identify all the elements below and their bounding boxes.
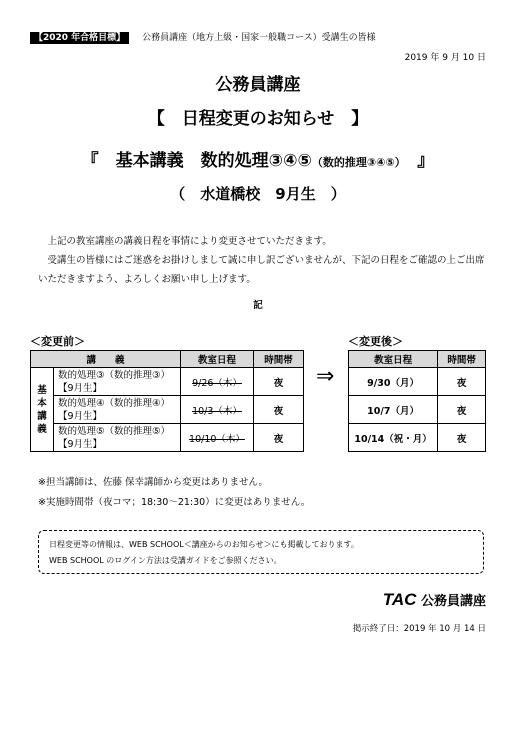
new-date: 9/30（月） [349,368,438,396]
audience-text: 公務員講座（地方上級・国家一般職コース）受講生の皆様 [142,33,376,43]
school-title: （ 水道橋校 9月生 ） [170,185,346,203]
arrow-icon: ⇒ [316,364,335,389]
time-slot: 夜 [438,424,486,452]
info-line-login: WEB SCHOOL のログイン方法は受講ガイドをご参照ください。 [49,556,282,565]
table-row [349,368,486,396]
table-header-time: 時間帯 [438,351,486,368]
lecture-term: 【9月生】 [58,382,103,394]
table-row [349,424,486,452]
notice-date: 2019 年 9 月 10 日 [404,53,486,63]
body-paragraph-1: 上記の教室講座の講義日程を事情により変更させていただきます。 [47,236,332,247]
new-date: 10/14（祝・月） [349,424,438,452]
time-slot: 夜 [254,396,304,424]
lecture-term: 【9月生】 [58,410,103,422]
table-header-row [31,351,304,368]
tac-logo [383,590,486,610]
notice-title: 【 日程変更のお知らせ 】 [147,109,369,129]
old-date: 10/3（木） [181,396,254,424]
lecture-term: 【9月生】 [58,438,103,450]
lecture-cell [54,368,181,396]
old-date: 10/10（木） [181,424,254,452]
header-line [30,30,376,43]
tac-logo-text: 公務員講座 [420,594,486,609]
before-table [30,350,304,452]
table-row [31,396,304,424]
after-table [348,350,486,452]
lecture-name: 数的処理⑤（数的推理⑤） [58,425,171,437]
course-title-sub: （数的推理③④⑤） [311,156,401,169]
course-title [0,146,516,171]
new-date: 10/7（月） [349,396,438,424]
target-year-tag: 【2020 年合格目標】 [30,32,129,44]
instructor-note: ※担当講師は、佐藤 保幸講師から変更はありません。 [38,477,269,488]
table-header-lecture: 講 義 [31,351,181,368]
table-header-date: 教室日程 [181,351,254,368]
ki-mark: 記 [253,300,263,311]
posting-end-date: 掲示終了日：2019 年 10 月 14 日 [352,624,486,634]
time-slot: 夜 [254,368,304,396]
body-paragraph-2: 受講生の皆様にはご迷惑をお掛けしまして誠に申し訳ございませんが、下記の日程をご確認の上ご出席いただきますよう、よろしくお願い申し上げます。 [38,255,485,285]
table-header-date: 教室日程 [349,351,438,368]
course-title-main: 『 基本講義 数的処理③④⑤ [81,151,312,171]
time-note: ※実施時間帯（夜コマ；18:30～21:30）に変更はありません。 [38,497,311,508]
time-slot: 夜 [254,424,304,452]
group-label: 基本講義 [31,368,54,452]
table-row [31,424,304,452]
time-slot: 夜 [438,368,486,396]
old-date: 9/26（木） [181,368,254,396]
course-title-close: 』 [400,151,435,171]
lecture-name: 数的処理③（数的推理③） [58,369,171,381]
info-box [38,530,484,574]
table-header-row [349,351,486,368]
table-header-time: 時間帯 [254,351,304,368]
info-line-web-school: 日程変更等の情報は、WEB SCHOOL＜講座からのお知らせ＞にも掲載しております。 [49,540,359,549]
tac-logo-mark: TAC [382,590,417,609]
before-label: ＜変更前＞ [30,335,85,348]
after-label: ＜変更後＞ [348,335,403,348]
table-row [31,368,304,396]
lecture-cell [54,424,181,452]
org-title: 公務員講座 [215,75,301,95]
table-row [349,396,486,424]
lecture-name: 数的処理④（数的推理④） [58,397,171,409]
lecture-cell [54,396,181,424]
time-slot: 夜 [438,396,486,424]
body-text [38,232,488,289]
